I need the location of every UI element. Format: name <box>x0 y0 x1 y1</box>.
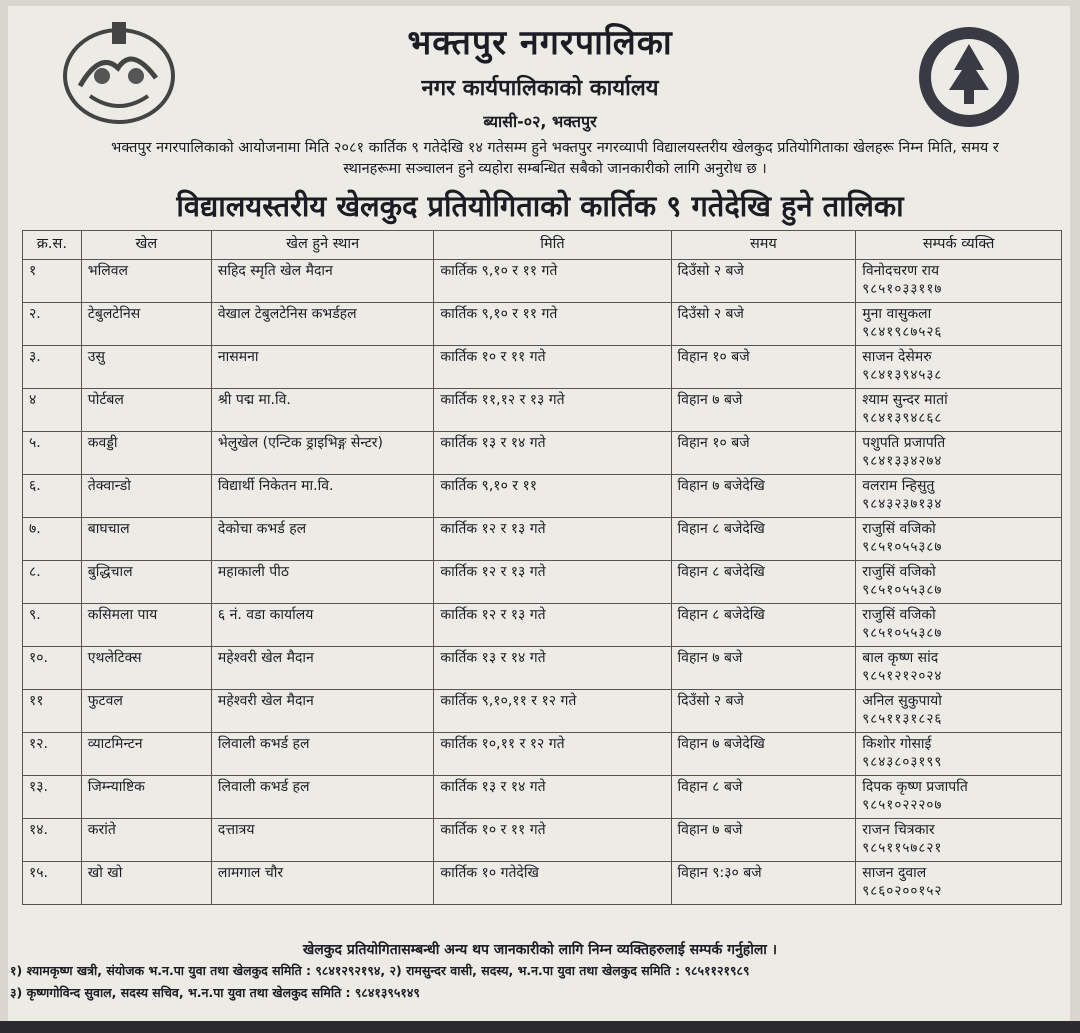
footer-contact-line-2: ३) कृष्णगोविन्द सुवाल, सदस्य सचिव, भ.न.पा युवा तथा खेलकुद समिति : ९८४१३९५१४९ <box>10 985 420 1000</box>
cell-contact <box>856 432 1062 475</box>
cell-date: कार्तिक १३ र १४ गते <box>434 776 671 819</box>
cell-date: कार्तिक ९,१० र ११ गते <box>434 260 671 303</box>
intro-paragraph: भक्तपुर नगरपालिकाको आयोजनामा मिति २०८१ कार्तिक ९ गतेदेखि १४ गतेसम्म हुने भक्तपुर नगरव्यापी विद्यालयस्तरीय खेलकुद प्रतियोगिताका खेलहरू निम्न मिति, समय र स्थानहरूमा सञ्चालन हुने व्यहोरा सम्बन्धित सबैको जानकारीको लागि अनुरोध छ । <box>111 140 999 177</box>
cell-venue: श्री पद्म मा.वि. <box>211 389 433 432</box>
cell-venue: महाकाली पीठ <box>211 561 433 604</box>
contact-phone: ९८४३२३७१३४ <box>862 496 943 512</box>
cell-time: विहान ८ बजे <box>671 776 856 819</box>
cell-contact <box>856 518 1062 561</box>
cell-time: विहान १० बजे <box>671 432 856 475</box>
col-header-game: खेल <box>81 231 211 260</box>
cell-game: भलिवल <box>81 260 211 303</box>
cell-venue: ६ नं. वडा कार्यालय <box>211 604 433 647</box>
cell-serial: ६. <box>23 475 82 518</box>
table-row <box>23 690 1062 733</box>
col-header-venue: खेल हुने स्थान <box>211 231 433 260</box>
cell-venue: विद्यार्थी निकेतन मा.वि. <box>211 475 433 518</box>
cell-contact <box>856 389 1062 432</box>
contact-name: वलराम न्हिसुतु <box>862 478 935 494</box>
cell-serial: १३. <box>23 776 82 819</box>
cell-game: बुद्धिचाल <box>81 561 211 604</box>
contact-phone: ९८६०२००१५२ <box>862 883 943 899</box>
cell-venue: दत्तात्रय <box>211 819 433 862</box>
cell-contact <box>856 346 1062 389</box>
office-title: नगर कार्यपालिकाको कार्यालय <box>421 76 659 101</box>
contact-name: विनोदचरण राय <box>862 263 940 279</box>
cell-venue: देकोचा कभर्ड हल <box>211 518 433 561</box>
cell-contact <box>856 647 1062 690</box>
contact-name: साजन देसेमरु <box>862 349 932 365</box>
cell-game: व्याटमिन्टन <box>81 733 211 776</box>
cell-serial: १०. <box>23 647 82 690</box>
table-row <box>23 260 1062 303</box>
contact-name: राजुसिं वजिको <box>862 564 936 580</box>
cell-serial: २. <box>23 303 82 346</box>
cell-venue: लामगाल चौर <box>211 862 433 905</box>
col-header-time: समय <box>671 231 856 260</box>
cell-game: टेबुलटेनिस <box>81 303 211 346</box>
contact-phone: ९८४१३९४८६८ <box>862 410 943 426</box>
cell-time: विहान ७ बजेदेखि <box>671 733 856 776</box>
cell-date: कार्तिक १२ र १३ गते <box>434 561 671 604</box>
footer-contact-line-1: १) श्यामकृष्ण खत्री, संयोजक भ.न.पा युवा तथा खेलकुद समिति : ९८४१२९२१९४, २) रामसुन्दर वासी, सदस्य, भ.न.पा युवा तथा खेलकुद समिति : ९८५११२१९८९ <box>10 963 750 978</box>
table-row <box>23 389 1062 432</box>
bottom-edge-bar <box>0 1021 1080 1033</box>
office-address: ब्यासी-०२, भक्तपुर <box>483 112 597 131</box>
contact-name: बाल कृष्ण सांद <box>862 650 939 666</box>
cell-date: कार्तिक १२ र १३ गते <box>434 604 671 647</box>
cell-date: कार्तिक ९,१०,११ र १२ गते <box>434 690 671 733</box>
contact-phone: ९८४१३३४२७४ <box>862 453 943 469</box>
table-row <box>23 604 1062 647</box>
contact-phone: ९८५१२१२०२४ <box>862 668 943 684</box>
cell-serial: ११ <box>23 690 82 733</box>
cell-venue: सहिद स्मृति खेल मैदान <box>211 260 433 303</box>
contact-name: राजुसिं वजिको <box>862 521 936 537</box>
schedule-table <box>22 230 1062 905</box>
contact-phone: ९८४३८०३१९९ <box>862 754 943 770</box>
cell-venue: महेश्वरी खेल मैदान <box>211 647 433 690</box>
table-row <box>23 862 1062 905</box>
table-row <box>23 776 1062 819</box>
contact-phone: ९८४१९८७५२६ <box>862 324 943 340</box>
cell-venue: महेश्वरी खेल मैदान <box>211 690 433 733</box>
table-row <box>23 432 1062 475</box>
cell-time: विहान ७ बजे <box>671 819 856 862</box>
cell-game: बाघचाल <box>81 518 211 561</box>
table-row <box>23 561 1062 604</box>
cell-venue: भेलुखेल (एन्टिक ड्राइभिङ्ग सेन्टर) <box>211 432 433 475</box>
cell-time: विहान ७ बजे <box>671 647 856 690</box>
contact-phone: ९८५१०३३११७ <box>862 281 943 297</box>
table-row <box>23 819 1062 862</box>
cell-game: करांते <box>81 819 211 862</box>
cell-serial: ४ <box>23 389 82 432</box>
cell-game: तेक्वान्डो <box>81 475 211 518</box>
contact-name: दिपक कृष्ण प्रजापति <box>862 779 968 795</box>
cell-date: कार्तिक १० र ११ गते <box>434 346 671 389</box>
cell-date: कार्तिक ९,१० र ११ गते <box>434 303 671 346</box>
cell-serial: १२. <box>23 733 82 776</box>
cell-serial: १ <box>23 260 82 303</box>
cell-time: दिउँसो २ बजे <box>671 260 856 303</box>
cell-serial: ९. <box>23 604 82 647</box>
cell-game: एथलेटिक्स <box>81 647 211 690</box>
contact-phone: ९८५११५७८२१ <box>862 840 943 856</box>
col-header-serial: क्र.स. <box>23 231 82 260</box>
table-header-row <box>23 231 1062 260</box>
cell-contact <box>856 862 1062 905</box>
col-header-contact: सम्पर्क व्यक्ति <box>856 231 1062 260</box>
cell-time: विहान १० बजे <box>671 346 856 389</box>
contact-name: राजुसिं वजिको <box>862 607 936 623</box>
cell-venue: लिवाली कभर्ड हल <box>211 733 433 776</box>
cell-time: विहान ९:३० बजे <box>671 862 856 905</box>
cell-contact <box>856 260 1062 303</box>
cell-date: कार्तिक ९,१० र ११ <box>434 475 671 518</box>
contact-phone: ९८५१०५५३८७ <box>862 582 943 598</box>
contact-name: किशोर गोसाई <box>862 736 932 752</box>
contact-phone: ९८५११३१८२६ <box>862 711 943 727</box>
cell-serial: १४. <box>23 819 82 862</box>
cell-contact <box>856 819 1062 862</box>
cell-date: कार्तिक १३ र १४ गते <box>434 647 671 690</box>
table-row <box>23 647 1062 690</box>
cell-time: विहान ८ बजेदेखि <box>671 604 856 647</box>
cell-time: दिउँसो २ बजे <box>671 690 856 733</box>
contact-name: साजन दुवाल <box>862 865 927 881</box>
cell-venue: लिवाली कभर्ड हल <box>211 776 433 819</box>
cell-contact <box>856 561 1062 604</box>
contact-phone: ९८५१०५५३८७ <box>862 625 943 641</box>
cell-serial: ८. <box>23 561 82 604</box>
contact-name: राजन चित्रकार <box>862 822 935 838</box>
contact-name: श्याम सुन्दर मातां <box>862 392 948 408</box>
cell-game: उसु <box>81 346 211 389</box>
cell-date: कार्तिक १३ र १४ गते <box>434 432 671 475</box>
cell-venue: नासमना <box>211 346 433 389</box>
cell-contact <box>856 303 1062 346</box>
cell-game: जिम्न्याष्टिक <box>81 776 211 819</box>
contact-phone: ९८५१०२२२०७ <box>862 797 943 813</box>
contact-phone: ९८४१३९४५३८ <box>862 367 943 383</box>
cell-date: कार्तिक १०,११ र १२ गते <box>434 733 671 776</box>
cell-game: खो खो <box>81 862 211 905</box>
cell-date: कार्तिक १२ र १३ गते <box>434 518 671 561</box>
contact-name: मुना वासुकला <box>862 306 932 322</box>
cell-date: कार्तिक १० र ११ गते <box>434 819 671 862</box>
cell-serial: ७. <box>23 518 82 561</box>
cell-time: विहान ८ बजेदेखि <box>671 518 856 561</box>
cell-game: पोर्टबल <box>81 389 211 432</box>
cell-date: कार्तिक ११,१२ र १३ गते <box>434 389 671 432</box>
table-row <box>23 303 1062 346</box>
contact-name: पशुपति प्रजापति <box>862 435 946 451</box>
municipality-title: भक्तपुर नगरपालिका <box>407 23 673 63</box>
table-row <box>23 733 1062 776</box>
cell-time: दिउँसो २ बजे <box>671 303 856 346</box>
cell-game: कसिमला पाय <box>81 604 211 647</box>
cell-date: कार्तिक १० गतेदेखि <box>434 862 671 905</box>
footer-title: खेलकुद प्रतियोगितासम्बन्धी अन्य थप जानकारीको लागि निम्न व्यक्तिहरुलाई सम्पर्क गर्नुहोला । <box>302 942 778 958</box>
cell-contact <box>856 733 1062 776</box>
cell-serial: १५. <box>23 862 82 905</box>
table-row <box>23 346 1062 389</box>
cell-contact <box>856 604 1062 647</box>
cell-time: विहान ८ बजेदेखि <box>671 561 856 604</box>
cell-serial: ३. <box>23 346 82 389</box>
table-row <box>23 475 1062 518</box>
schedule-heading: विद्यालयस्तरीय खेलकुद प्रतियोगिताको कार्तिक ९ गतेदेखि हुने तालिका <box>176 189 904 223</box>
cell-serial: ५. <box>23 432 82 475</box>
cell-contact <box>856 475 1062 518</box>
cell-game: फुटवल <box>81 690 211 733</box>
cell-contact <box>856 690 1062 733</box>
cell-time: विहान ७ बजे <box>671 389 856 432</box>
cell-contact <box>856 776 1062 819</box>
contact-phone: ९८५१०५५३८७ <box>862 539 943 555</box>
cell-venue: वेखाल टेबुलटेनिस कभर्डहल <box>211 303 433 346</box>
cell-time: विहान ७ बजेदेखि <box>671 475 856 518</box>
contact-name: अनिल सुकुपायो <box>862 693 942 709</box>
cell-game: कवड्डी <box>81 432 211 475</box>
col-header-date: मिति <box>434 231 671 260</box>
table-row <box>23 518 1062 561</box>
